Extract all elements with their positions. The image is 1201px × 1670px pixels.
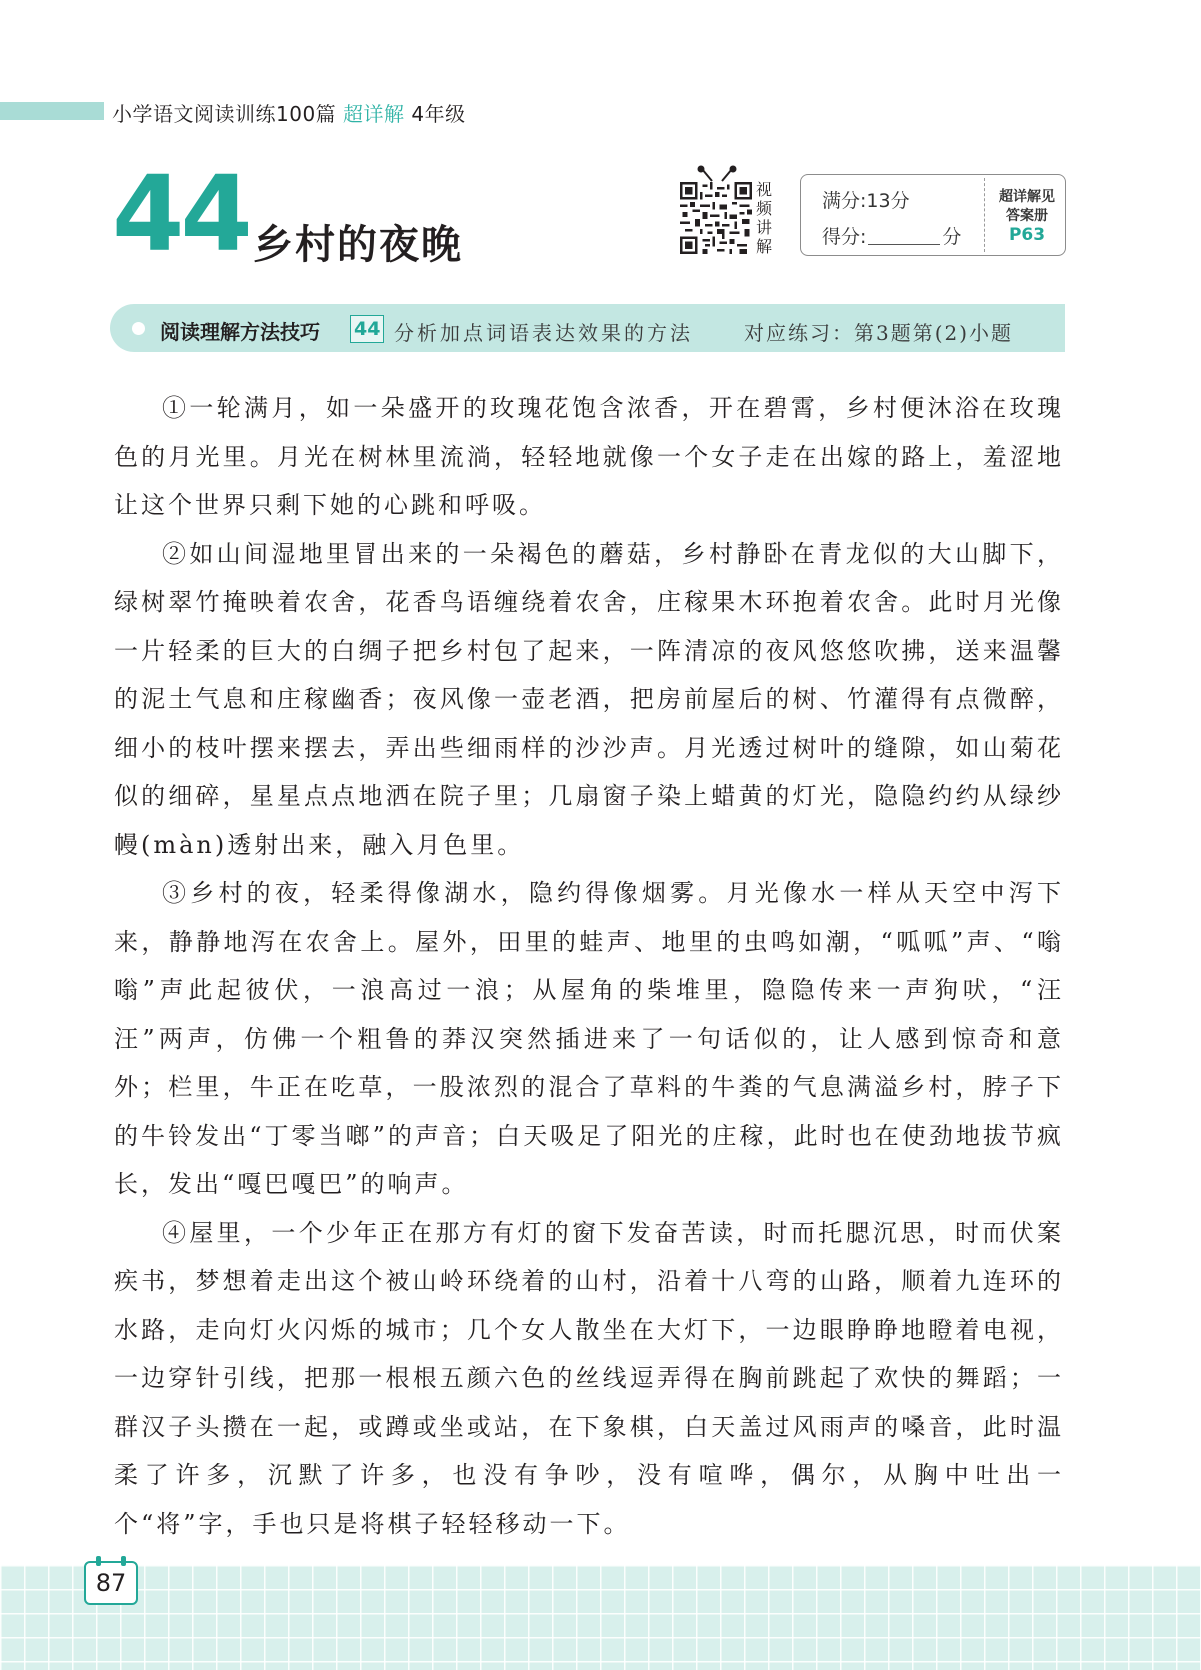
tips-label: 阅读理解方法技巧 — [160, 320, 320, 344]
tips-number-badge: 44 — [350, 315, 384, 343]
grade-label: 4年级 — [411, 102, 466, 126]
video-label-char: 视 — [756, 180, 773, 199]
answer-note — [990, 188, 1064, 245]
video-label-char: 讲 — [756, 218, 773, 237]
score-divider — [984, 178, 985, 252]
reading-passage — [114, 384, 1064, 1548]
book-title-accent: 超详解 — [343, 102, 405, 126]
page-number: 87 — [95, 1569, 127, 1597]
calendar-ring-icon — [96, 1556, 101, 1566]
qr-code-icon[interactable] — [680, 180, 752, 256]
video-label-char: 频 — [756, 199, 773, 218]
got-score-unit: 分 — [942, 226, 962, 248]
video-explain-label — [756, 180, 774, 256]
full-score-label: 满分:13分 — [822, 190, 910, 212]
got-score-line — [822, 222, 961, 249]
paragraph: ③乡村的夜，轻柔得像湖水，隐约得像烟雾。月光像水一样从天空中泻下来，静静地泻在农舍上。屋外，田里的蛙声、地里的虫鸣如潮，“呱呱”声、“嗡嗡”声此起彼伏，一浪高过一浪；从屋角的柴堆里，隐隐传来一声狗吠，“汪汪”两声，仿佛一个粗鲁的莽汉突然插进来了一句话似的，让人感到惊奇和意外；栏里，牛正在吃草，一股浓烈的混合了草料的牛粪的气息满溢乡村，脖子下的牛铃发出“丁零当啷”的声音；白天吸足了阳光的庄稼，此时也在使劲地拔节疯长，发出“嘎巴嘎巴”的响声。 — [114, 879, 1064, 1198]
paragraph: ①一轮满月，如一朵盛开的玫瑰花饱含浓香，开在碧霄，乡村便沐浴在玫瑰色的月光里。月光在树林里流淌，轻轻地就像一个女子走在出嫁的路上，羞涩地让这个世界只剩下她的心跳和呼吸。 — [114, 394, 1064, 519]
answer-note-line2: 答案册 — [1006, 208, 1048, 224]
tips-practice: 对应练习：第3题第(2)小题 — [744, 321, 1014, 345]
video-label-char: 解 — [756, 237, 773, 256]
book-title-main: 小学语文阅读训练100篇 — [112, 102, 337, 126]
lesson-title: 乡村的夜晚 — [253, 222, 463, 268]
header-accent-bar — [0, 102, 104, 120]
lesson-number: 44 — [112, 153, 249, 275]
got-score-field[interactable] — [868, 226, 940, 245]
paragraph: ②如山间湿地里冒出来的一朵褐色的蘑菇，乡村静卧在青龙似的大山脚下，绿树翠竹掩映着农舍，花香鸟语缠绕着农舍，庄稼果木环抱着农舍。此时月光像一片轻柔的巨大的白绸子把乡村包了起来，一阵清凉的夜风悠悠吹拂，送来温馨的泥土气息和庄稼幽香；夜风像一壶老酒，把房前屋后的树、竹灌得有点微醉，细小的枝叶摆来摆去，弄出些细雨样的沙沙声。月光透过树叶的缝隙，如山菊花似的细碎，星星点点地洒在院子里；几扇窗子染上蜡黄的灯光，隐隐约约从绿纱幔(màn)透射出来，融入月色里。 — [114, 539, 1064, 859]
tips-method: 分析加点词语表达效果的方法 — [394, 321, 693, 345]
tips-bullet-icon — [132, 322, 145, 335]
got-score-label: 得分: — [822, 226, 867, 248]
book-title — [112, 98, 466, 127]
answer-note-page: P63 — [1008, 225, 1046, 245]
calendar-ring-icon — [121, 1556, 126, 1566]
paragraph: ④屋里，一个少年正在那方有灯的窗下发奋苦读，时而托腮沉思，时而伏案疾书，梦想着走出这个被山岭环绕着的山村，沿着十八弯的山路，顺着九连环的水路，走向灯火闪烁的城市；几个女人散坐在大灯下，一边眼睁睁地瞪着电视，一边穿针引线，把那一根根五颜六色的丝线逗弄得在胸前跳起了欢快的舞蹈；一群汉子头攒在一起，或蹲或坐或站，在下象棋，白天盖过风雨声的嗓音，此时温柔了许多，沉默了许多，也没有争吵，没有喧哗，偶尔，从胸中吐出一个“将”字，手也只是将棋子轻轻移动一下。 — [114, 1218, 1064, 1538]
page-number-box — [84, 1561, 138, 1605]
footer-grid — [0, 1565, 1201, 1670]
answer-note-line1: 超详解见 — [999, 189, 1055, 205]
